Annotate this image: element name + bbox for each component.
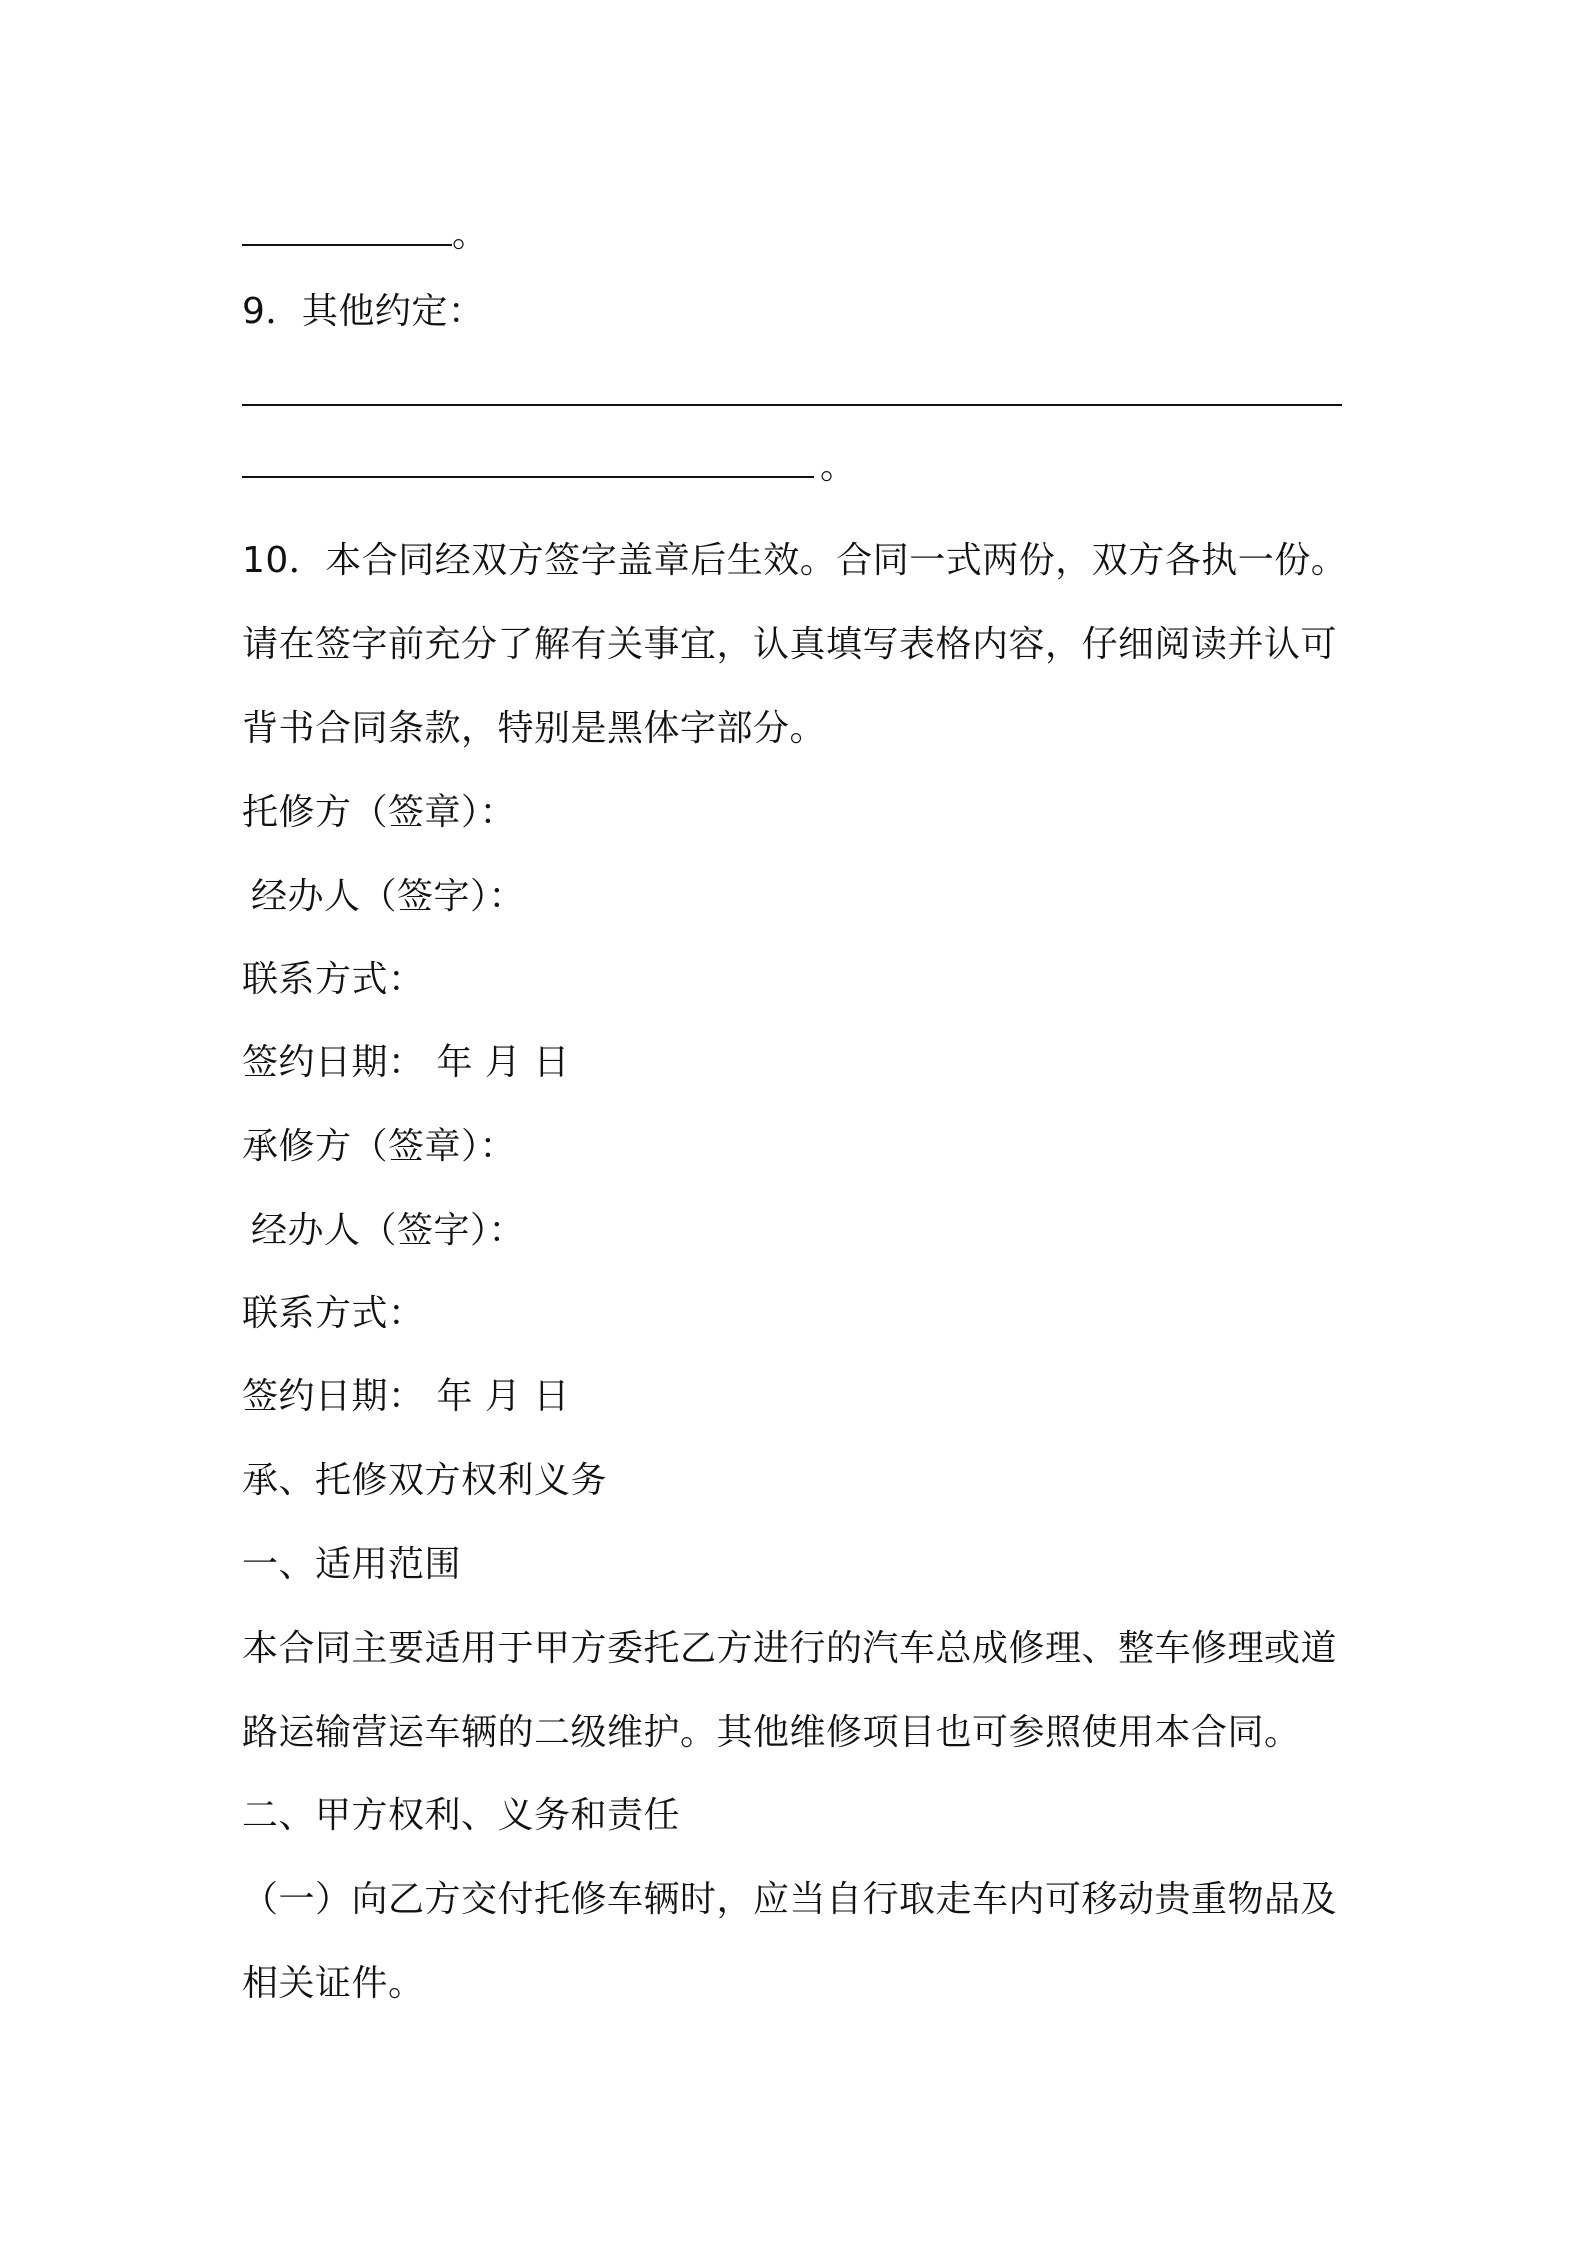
clause-9-blank-line-1 (242, 372, 1342, 418)
section-2-item-1-line-1 (242, 1877, 1337, 1923)
line-text: 联系方式： (242, 1293, 425, 1334)
rights-obligations-title (242, 1458, 607, 1504)
line-text: 签约日期： 年 月 日 (242, 1376, 570, 1417)
section-2-item-1-line-2 (242, 1961, 425, 2007)
client-sign-date-label (242, 1040, 570, 1086)
line-text: 经办人（签字）： (251, 1210, 526, 1251)
line-text: 。 (452, 214, 489, 255)
clause-9-heading (242, 289, 484, 335)
clause-10-line-2 (242, 622, 1337, 668)
line-text: 承、托修双方权利义务 (242, 1460, 608, 1501)
clause-10-line-3 (242, 706, 826, 752)
line-text: 相关证件。 (242, 1963, 425, 2004)
repairer-seal-label (242, 1124, 516, 1170)
line-text: 联系方式： (242, 959, 425, 1000)
line-text: 9．其他约定： (242, 291, 485, 332)
line-text: 背书合同条款，特别是黑体字部分。 (242, 708, 827, 749)
blank-underline (242, 214, 452, 246)
clause-10-line-1 (242, 538, 1347, 584)
repairer-agent-label (251, 1208, 525, 1254)
line-text: （一）向乙方交付托修车辆时，应当自行取走车内可移动贵重物品及 (242, 1879, 1338, 1920)
section-2-heading (242, 1793, 680, 1839)
section-1-para-line-2 (242, 1710, 1301, 1756)
line-text: 经办人（签字）： (251, 876, 526, 917)
section-1-heading (242, 1542, 461, 1588)
section-1-para-line-1 (242, 1626, 1337, 1672)
line-text: 二、甲方权利、义务和责任 (242, 1795, 681, 1836)
blank-underline (242, 374, 1342, 406)
line-text: 请在签字前充分了解有关事宜，认真填写表格内容，仔细阅读并认可 (242, 624, 1338, 665)
line-text: 。 (820, 446, 857, 487)
line-text: 托修方（签章）： (242, 792, 517, 833)
line-text: 承修方（签章）： (242, 1126, 517, 1167)
client-agent-label (251, 874, 525, 920)
line-text: 本合同主要适用于甲方委托乙方进行的汽车总成修理、整车修理或道 (242, 1628, 1338, 1669)
fill-in-line-end (242, 212, 489, 258)
client-seal-label (242, 790, 516, 836)
line-text: 签约日期： 年 月 日 (242, 1042, 570, 1083)
line-text: 路运输营运车辆的二级维护。其他维修项目也可参照使用本合同。 (242, 1712, 1301, 1753)
repairer-contact-label (242, 1291, 425, 1337)
blank-underline (242, 446, 814, 478)
line-text: 10．本合同经双方签字盖章后生效。合同一式两份，双方各执一份。 (242, 540, 1348, 581)
line-text: 一、适用范围 (242, 1544, 462, 1585)
client-contact-label (242, 957, 425, 1003)
clause-9-blank-line-2 (242, 444, 857, 490)
repairer-sign-date-label (242, 1374, 570, 1420)
